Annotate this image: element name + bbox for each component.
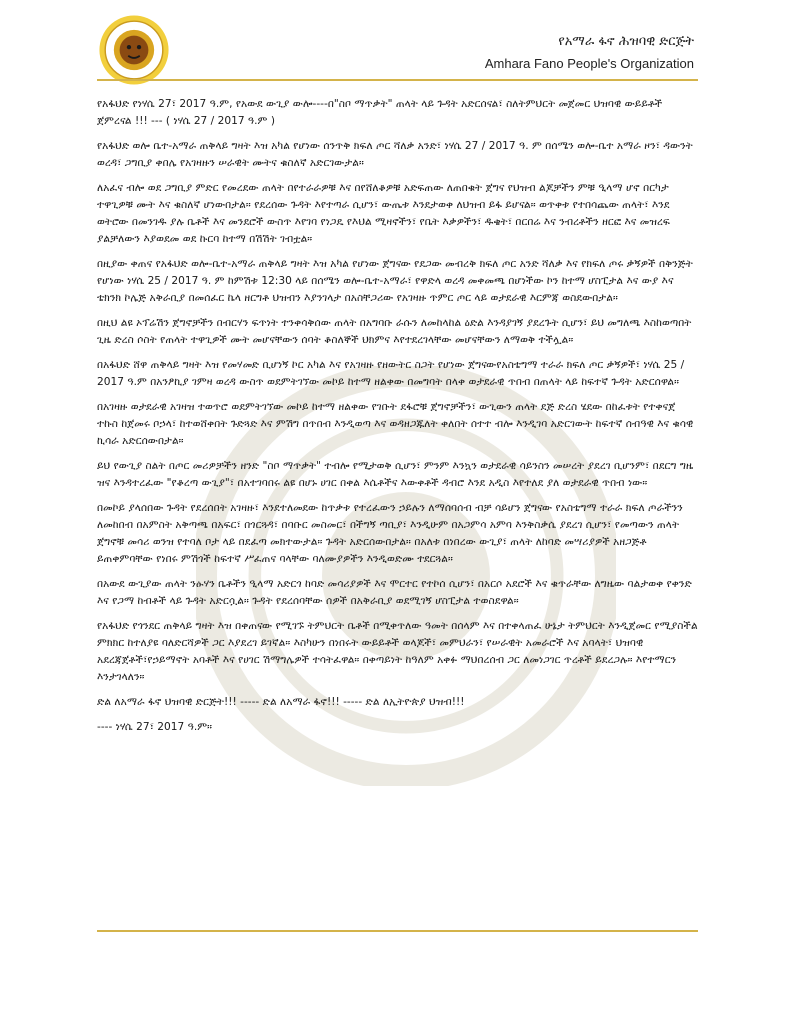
paragraph: በአፋህድ ሸዋ ጠቅላይ ግዛት እዝ የመሃመድ ቢሆነኝ ኮር አካል እና የአገዛዙ የዘውትር ስጋት የሆነው ጀግናውየአስቴግማ ተራራ ክፍለ ጦር ቃኝዎች፣ ነሃሴ 25 / 2017 ዓ.ም በአንፆኪያ ገምዛ ወረዳ ውስጥ ወደምትገኘው መኮይ ከተማ ዘልቀው በመግባት በላቀ ወታደራዊ ጥበብ በጠላት ላይ ከፍተኛ ጉዳት አድርሰዋል። bbox=[97, 359, 685, 388]
headline: የአፋህድ የነሃሴ 27፣ 2017 ዓ.ም, የአውደ ውጊያ ውሎ----በ"ስቦ ማጥቃት" ጠላት ላይ ጉዳት አድርሰናል፣ ስለትምህርት መጀመር ህዝባዊ ውይይቶች ጀምረናል !!! --- ( ነሃሴ 27 / 2017 ዓ.ም ) bbox=[97, 98, 663, 127]
paragraph: በዚህ ልዩ ኦፕሬሽን ጀግኖቻችን በብርሃን ፍጥነት ተንቀሳቅሰው ጠላት በአግባቡ ራሱን ለመከላከል ዕድል እንዳያገኝ ያደረጉት ሲሆን፣ ይህ መግለጫ እስከወጣበት ጊዜ ድረስ ሶስት የጠላት ተዋጊዎች ሙት መሆናቸውን ሰባት ቆስለኞች ህክምና እየተደረገላቸው መሆናቸውን ለማወቅ ተችሏል። bbox=[97, 317, 692, 346]
org-name-english: Amhara Fano People's Organization bbox=[484, 56, 694, 71]
paragraph: የአፋህድ ወሎ ቤተ-አማራ ጠቅላይ ግዛት እዝ አካል የሆነው ሰንጥቅ ክፍለ ጦር ሻለቃ አንድ፣ ነሃሴ 27 / 2017 ዓ. ም በሰሜን ወሎ-ቤተ አማራ ዞን፣ ዳውንት ወረዳ፣ ጋግቢያ ቀበሌ የአገዛዙን ሠራዊት ሙትና ቁስለኛ አድርገውታል። bbox=[97, 140, 693, 169]
paragraph: ይህ የውጊያ ስልት በጦር መሪዎቻችን ዘንድ "ስቦ ማጥቃት" ተብሎ የሚታወቅ ሲሆን፣ ምንም እንኳን ወታደራዊ ሳይንስን መሠረት ያደረገ ቢሆንም፣ በደርግ ግዜ ዝና እንዳተረፈው "የቆረጣ ውጊያ"፣ በአተገባበሩ ልዩ በሆኑ ሀገር በቀል እሴቶችና እውቀቶች ዳብሮ እንደ አዲስ እየተለደ ያለ ወታደራዊ ጥበብ ነው። bbox=[97, 460, 694, 489]
paragraph: በዚያው ቀጠና የአፋህድ ወሎ-ቤተ-አማራ ጠቅላይ ግዛት እዝ አካል የሆነው ጀግናው የደጋው መብረቅ ክፍለ ጦር አንድ ሻለቃ እና የክፍለ ጦሩ ቃኝዎች በቅንጅት የሆነው ነሃሴ 25 / 2017 ዓ. ም ከምሽቱ 12:30 ላይ በሰሜን ወሎ-ቤተ-አማራ፣ የዋድላ ወረዳ መቀመጫ በሆነችው ኮን ከተማ ሆስፒታል እና ውያ እና ቴክንክ ኮሌጅ አቅራቢያ በመሰፈር ኬላ ዘርግቶ ህዝብን እያንገላታ በአስቸጋሪው የአገዛዙ ጥምር ጦር ላይ ወታደራዊ እርምጃ ወስደውበታል። bbox=[97, 258, 693, 304]
closing-slogans: ድል ለአማራ ፋኖ ህዝባዊ ድርጅት!!! ----- ድል ለአማራ ፋኖ!!! ----- ድል ለኢትዮጵያ ህዝብ!!! bbox=[97, 696, 465, 708]
lion-emblem-icon bbox=[98, 14, 170, 86]
paragraph: በአገዛዙ ወታደራዊ አገዛዝ ተወጥሮ ወደምትገኘው መኮይ ከተማ ዘልቀው የገቡት ደፋሮቹ ጀግኖቻችን፣ ውጊውን ጠላት ደጅ ድረስ ሄደው በከፈቱት የተቀናጀ ተኩስ ከጀመሩ ቦኃላ፣ ከተወሸቀበት ጉድጓድ እና ምሽግ በጥበብ እንዲወጣ እና ወዳዘጋጁለት ቀለበት ሰተተ ብሎ እንዲገባ አድርገውት ከፍተኛ ሰብዓዊ እና ቁሳዊ ኪሳራ አድርሰውበታል። bbox=[97, 401, 694, 447]
closing-date: ---- ነሃሴ 27፣ 2017 ዓ.ም። bbox=[97, 721, 213, 733]
header-divider bbox=[97, 79, 698, 81]
paragraph: በመኮይ ያላሰበው ጉዳት የደረሰበት አገዛዙ፣ እንደተለመደው ከጥቃቱ የተረፈውን ኃይሉን ለማሰባሰብ ብቻ ሳይሆን ጀግናው የአስቴግማ ተራራ ክፍለ ጦራችንን ለመከበብ በአምስት አቅጣጫ በአፍር፣ በጎርጓዳ፣ በባቡር መስመር፣ በችግኝ ጣቢያ፣ እንዲሁም በአጋምሳ አምባ እንቅስቃሴ ያደረገ ሲሆን፣ የመጣውን ጠላት ጀግኖቹ መሳሪ ወንዝ የተባለ ቦታ ላይ በደፈጣ መክተውታል። ጉዳት አድርሰውበታል። በአለቱ በነበረው ውጊያ፣ ጠላት ለከባድ መሣሪያዎች አዘጋጅቶ ይጠቀምባቸው የነበሩ ምሽጎች ከፍተኛ ሥፈጠና ባላቸው ባለሙያዎችን እንዲወድሙ ተደርጓል። bbox=[97, 502, 683, 565]
paragraph: የአፋህድ የጎንደር ጠቅላይ ግዛት እዝ በቀጠናው የሚገኙ ትምህርት ቤቶች በሚቀጥለው ዓመት በሰላም እና በተቀላጠፈ ሁኔታ ትምህርት እንዲጀመር የሚያስችል ምክክር ከተለያዩ ባለድርሻዎች ጋር እያደረገ ይገኛል። እስካሁን በነበሩት ውይይቶች ወላጆች፣ መምህራን፣ የሠራዊት አመራሮች እና አባላት፣ ህዝባዊ አደረጃጀቶች፣የኃይማኖት አባቶች እና የሀገር ሽማግሌዎች ተሳትፈዋል። በቀጣይነት ከዓለም አቀፉ ማህበረሰብ ጋር ለመነጋገር ጥረቶች ይደረጋሉ። እየተማርን እንታገላለን። bbox=[97, 620, 698, 683]
org-name-amharic: የአማራ ፋኖ ሕዝባዊ ድርጅት bbox=[558, 34, 694, 49]
document-body bbox=[97, 96, 699, 744]
footer-divider bbox=[97, 930, 698, 932]
paragraph: በአውደ ውጊያው ጠላት ንፁሃን ቤቶችን ዒላማ አድርጎ ከባድ መሳሪያዎች እና ሞርተር የተኮሰ ሲሆን፣ በአርሶ አደሮች እና ቁጥራቸው ለግዜው ባልታወቀ የቀንድ እና የጋማ ከብቶች ላይ ጉዳት አድርሷል። ጉዳት የደረሰባቸው ሰዎች በአቅራቢያ ወደሚገኝ ሆስፒታል ተወስደዋል። bbox=[97, 578, 692, 607]
paragraph: ለአፈና ብሎ ወደ ጋግቢያ ምድር የመረደው ጠላት በየተራራዎቹ እና በየሸለቆዎቹ አድፍጠው ለጠበቁት ጀግና የህዝብ ልጆቻችን ምቹ ዒላማ ሆኖ በርካታ ተዋጊዎቹ ሙት እና ቁስለኛ ሆነውበታል። የደረሰው ጉዳት እየተጣራ ሲሆን፣ ውጤቱ እንደታወቀ ለህዝብ ይፋ ይሆናል። ወጥቀቱ የተበሳጨው ጠላት፣ እንደ ወትሮው በመንገዱ ያሉ ቤቶች እና መንደሮች ውስጥ እየገባ የነጋዴ የእህል ሚዛኖችን፣ የቤት እቃዎችን፣ ዱቄት፣ በርበሬ እና ንብረቶችን ዘርፎ እና መዝረፍ ያልቻለውን እያወደመ ወደ ኩርባ ከተማ በሽሽት ገብቷል። bbox=[97, 182, 670, 245]
